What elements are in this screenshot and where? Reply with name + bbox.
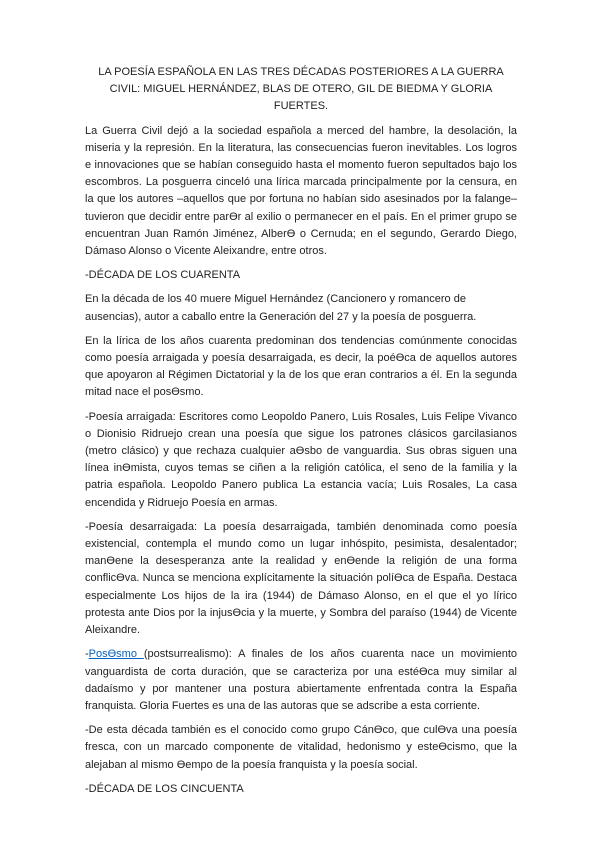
paragraph-guerra-civil-intro: La Guerra Civil dejó a la sociedad española a merced del hambre, la desolación, la miseria y la represión. En la literatura, las consecuencias fueron inevitables. Los logros e innovaciones que se habían conseguido hasta el momento fueron sepultados bajo los escombros. La posguerra cinceló una lírica marcada principalmente por la censura, en la que los autores –aquellos que por fortuna no habían sido asesinados por la falange– tuvieron que decidir entre parƟr al exilio o permanecer en el país. En el primer grupo se encuentran Juan Ramón Jiménez, AlberƟ o Cernuda; en el segundo, Gerardo Diego, Dámaso Alonso o Vicente Aleixandre, entre otros. — [85, 124, 517, 258]
postismo-text: (postsurrealismo): A finales de los años cuarenta nace un movimiento vanguardista de corta duración, que se caracteriza por una estéƟca muy similar al dadaísmo y por mantener una postura abiertamente enfrentada contra la España franquista. Gloria Fuertes es una de las autoras que se adscribe a esta corriente. — [85, 648, 517, 712]
paragraph-tendencias-lirica: En la lírica de los años cuarenta predominan dos tendencias comúnmente conocidas como poesía arraigada y poesía desarraigada, es decir, la poéƟca de aquellos autores que apoyaron al Régimen Dictatorial y la de los que eran contrarios a él. En la segunda mitad nace el posƟsmo. — [85, 334, 517, 399]
postismo-dash: - — [85, 648, 89, 661]
paragraph-grupo-cantico: -De esta década también es el conocido como grupo CánƟco, que culƟva una poesía fresca, con un marcado componente de vitalidad, hedonismo y esteƟcismo, que la alejaban al mismo Ɵempo de la poesía franquista y la poesía social. — [85, 724, 517, 771]
heading-decada-cincuenta: -DÉCADA DE LOS CINCUENTA — [85, 782, 244, 795]
postismo-link[interactable]: PosƟsmo — [88, 648, 144, 661]
document-title: LA POESÍA ESPAÑOLA EN LAS TRES DÉCADAS POSTERIORES A LA GUERRA CIVIL: MIGUEL HERNÁNDEZ, BLAS DE OTERO, GIL DE BIEDMA Y GLORIA FUERTES. — [98, 66, 504, 113]
paragraph-poesia-arraigada: -Poesía arraigada: Escritores como Leopoldo Panero, Luis Rosales, Luis Felipe Vivanco o Dionisio Ridruejo crean una poesía que sigue los patrones clásicos garcilasianos (metro clásico) y que rechaza cualquier aƟsbo de vanguardia. Sus obras siguen una línea inƟmista, cuyos temas se ciñen a la religión católica, el seno de la familia y la patria española. Leopoldo Panero publica La estancia vacía; Luis Rosales, La casa encendida y Ridruejo Poesía en armas. — [85, 410, 517, 509]
paragraph-miguel-hernandez: En la década de los 40 muere Miguel Hernández (Cancionero y romancero de ausencias), autor a caballo entre la Generación del 27 y la poesía de posguerra. — [85, 293, 477, 323]
paragraph-postismo — [85, 646, 517, 715]
heading-decada-cuarenta: -DÉCADA DE LOS CUARENTA — [85, 269, 241, 282]
paragraph-poesia-desarraigada: -Poesía desarraigada: La poesía desarraigada, también denominada como poesía existencial, contempla el mundo como un lugar inhóspito, pesimista, desalentador; manƟene la desesperanza ante la realidad y enƟende la religión de una forma conflicƟva. Nunca se menciona explícitamente la situación políƟca de España. Destaca especialmente Los hijos de la ira (1944) de Dámaso Alonso, en el que el yo lírico protesta ante Dios por la injusƟcia y la muerte, y Sombra del paraíso (1944) de Vicente Aleixandre. — [85, 520, 517, 637]
